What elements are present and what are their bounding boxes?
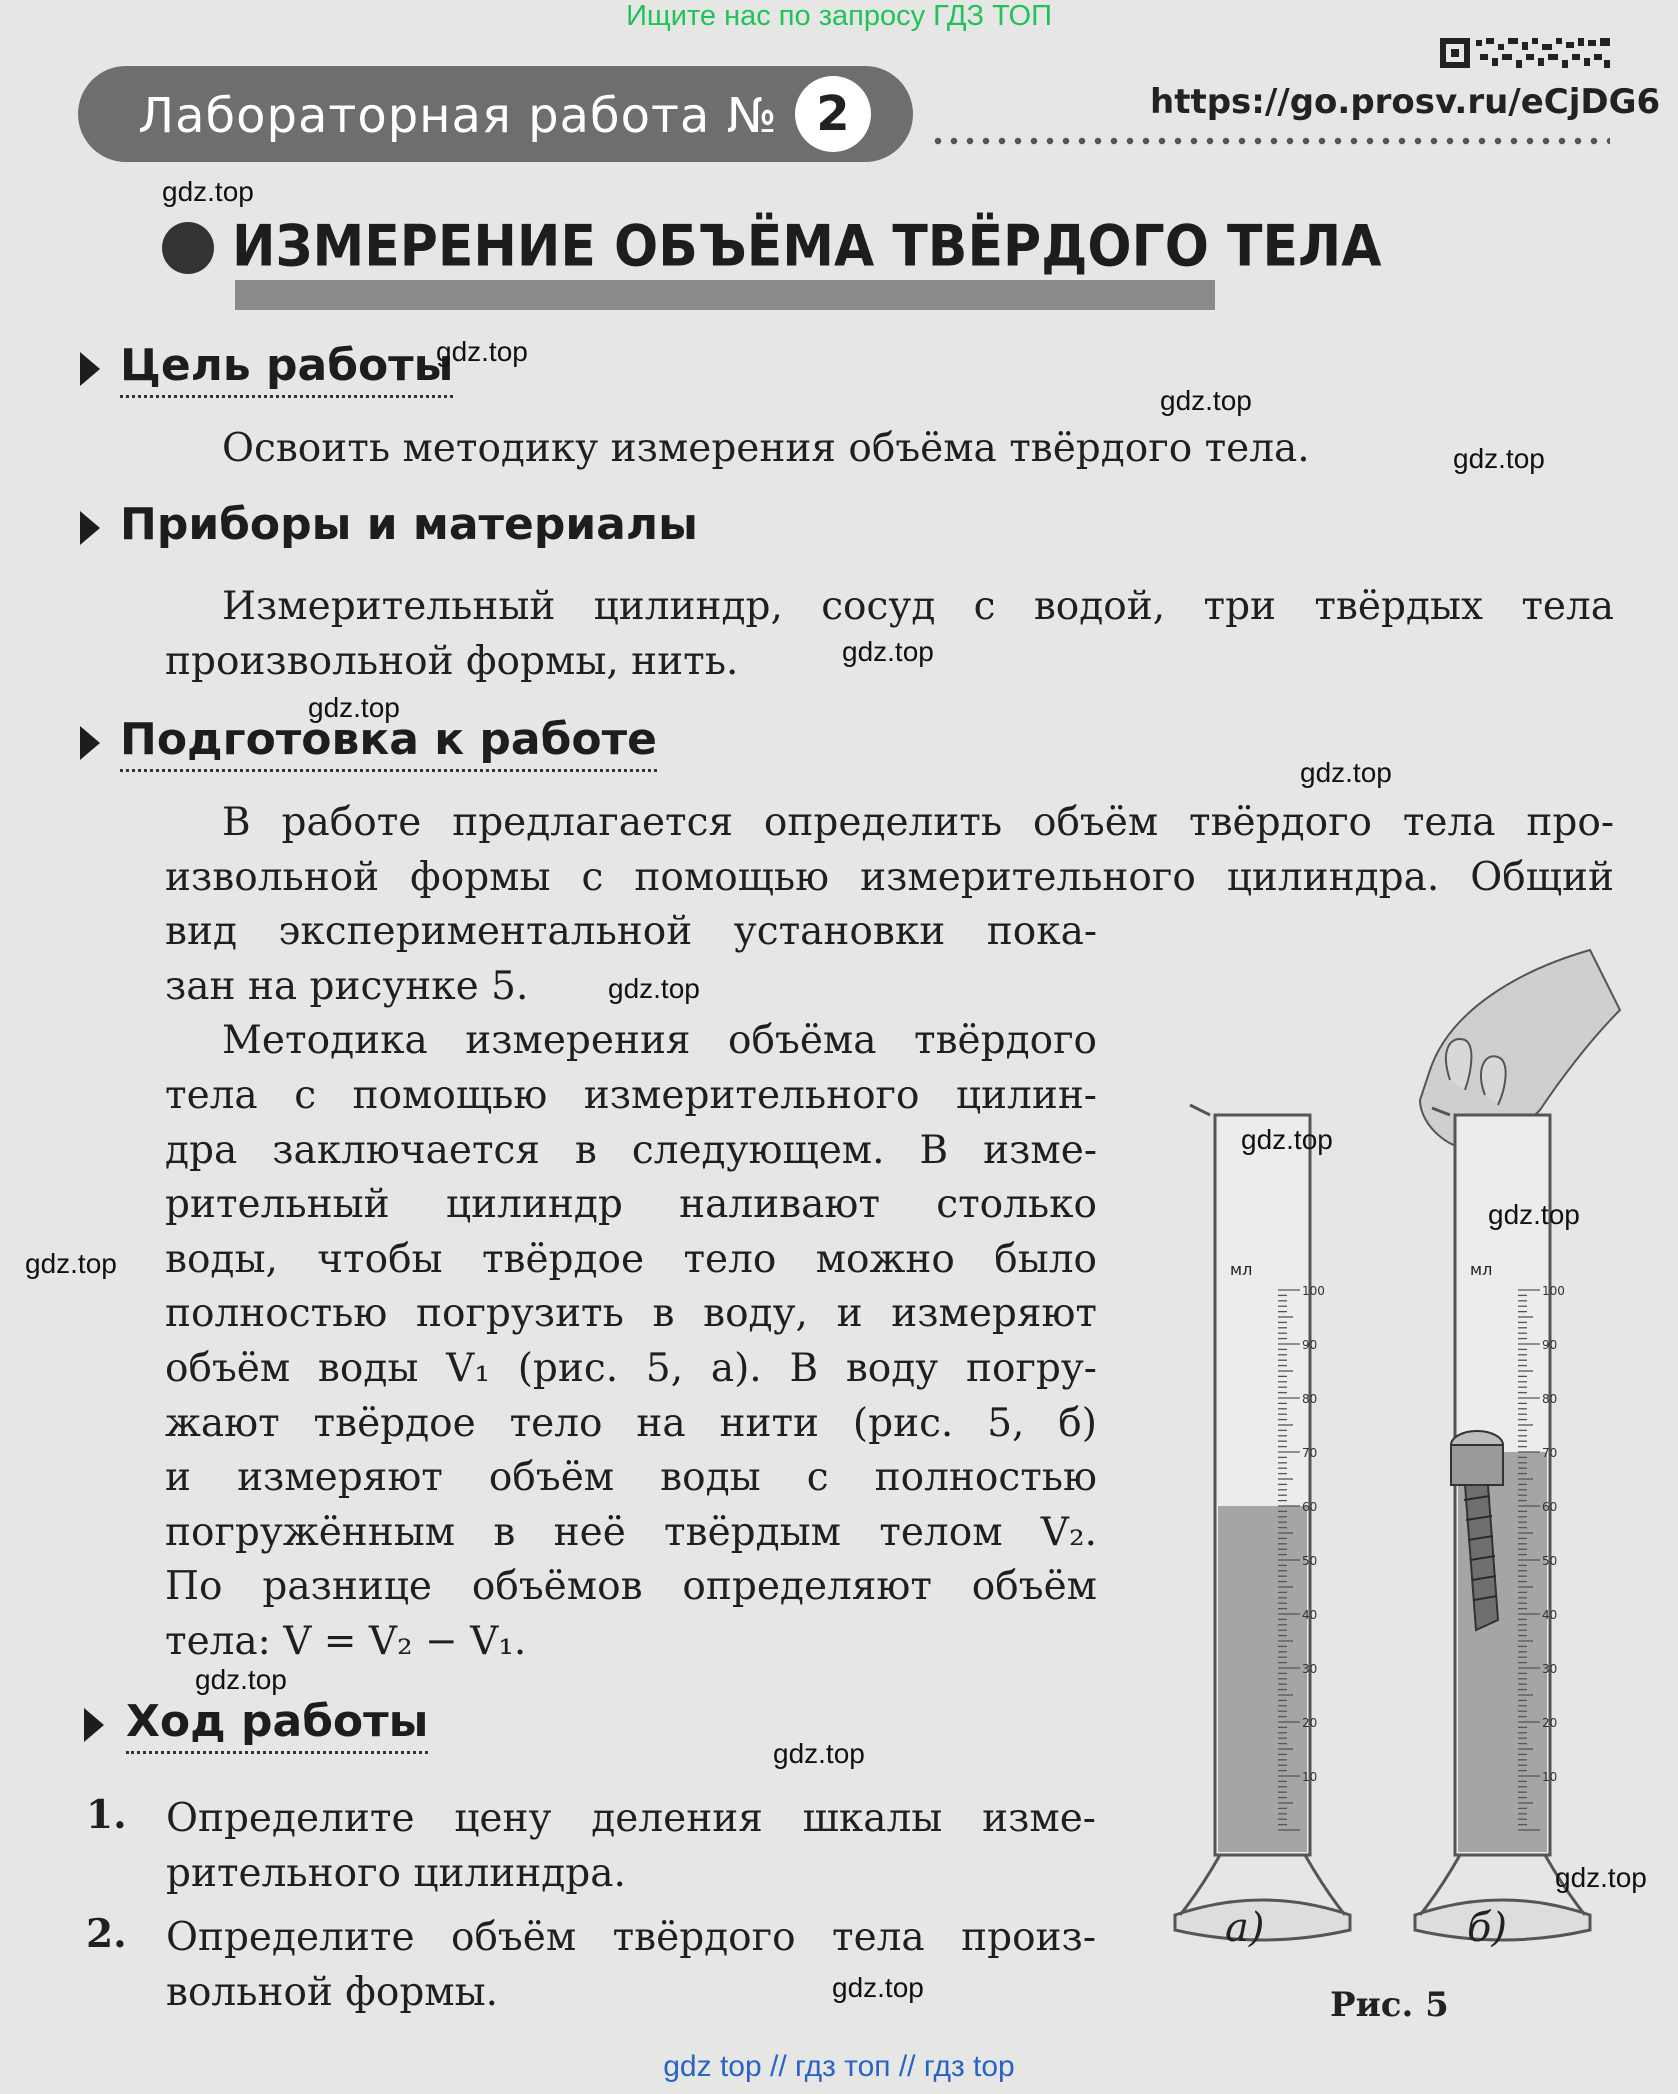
scale-tick-label: 60 (1542, 1500, 1558, 1514)
figure-label-b: б) (1467, 1905, 1508, 1951)
watermark: gdz.top (1160, 385, 1252, 416)
preparation-line: По разнице объёмов определяют объём (165, 1564, 1097, 1610)
cylinder-a (1175, 1105, 1350, 1940)
watermark: gdz.top (608, 973, 700, 1004)
figure-caption: Рис. 5 (1330, 1985, 1449, 2025)
section-heading-steps: Ход работы (126, 1696, 428, 1754)
section-arrow-icon (84, 1708, 104, 1742)
page-title: ИЗМЕРЕНИЕ ОБЪЁМА ТВЁРДОГО ТЕЛА (232, 214, 1382, 280)
title-bullet-icon (162, 222, 214, 274)
materials-line-2: произвольной формы, нить. (165, 639, 739, 684)
section-arrow-icon (80, 352, 100, 386)
step-1-line-1: Определите цену деления шкалы изме- (166, 1796, 1096, 1841)
section-heading-goal: Цель работы (120, 340, 453, 398)
top-banner[interactable]: Ищите нас по запросу ГДЗ ТОП (626, 0, 1052, 32)
preparation-line: извольной формы с помощью измерительного цилиндра. Общий (165, 854, 1614, 900)
step-2-number: 2. (86, 1911, 127, 1957)
watermark: gdz.top (308, 692, 400, 723)
scale-tick-label: 20 (1302, 1716, 1318, 1730)
materials-line-1: Измерительный цилиндр, сосуд с водой, три твёрдых тела (222, 584, 1614, 629)
section-heading-materials: Приборы и материалы (120, 499, 698, 550)
step-1-line-2: рительного цилиндра. (166, 1851, 626, 1896)
section-heading-preparation: Подготовка к работе (120, 714, 657, 772)
scale-tick-label: 70 (1302, 1446, 1318, 1460)
preparation-line: погружённым в неё твёрдым телом V₂. (165, 1509, 1097, 1555)
resource-link[interactable]: https://go.prosv.ru/eCjDG6 (1150, 82, 1661, 122)
watermark: gdz.top (436, 336, 528, 367)
watermark: gdz.top (832, 1972, 924, 2003)
watermark: gdz.top (1453, 443, 1545, 474)
preparation-line: В работе предлагается определить объём твёрдого тела про- (222, 800, 1614, 845)
scale-tick-label: 10 (1302, 1770, 1318, 1784)
watermark: gdz.top (1241, 1124, 1333, 1155)
section-arrow-icon (80, 511, 100, 545)
unit-label-a: мл (1230, 1260, 1253, 1279)
scale-tick-label: 50 (1302, 1554, 1318, 1568)
watermark: gdz.top (842, 636, 934, 667)
scale-tick-label: 50 (1542, 1554, 1558, 1568)
scale-tick-label: 80 (1542, 1392, 1558, 1406)
preparation-line: жают твёрдое тело на нити (рис. 5, б) (165, 1400, 1097, 1446)
preparation-line: тела с помощью измерительного цилин- (165, 1073, 1097, 1118)
qr-code-icon[interactable] (1440, 36, 1612, 70)
scale-tick-label: 30 (1542, 1662, 1558, 1676)
scale-tick-label: 40 (1542, 1608, 1558, 1622)
watermark: gdz.top (773, 1738, 865, 1769)
scale-tick-label: 20 (1542, 1716, 1558, 1730)
unit-label-b: мл (1470, 1260, 1493, 1279)
section-arrow-icon (80, 726, 100, 760)
lab-header-label: Лабораторная работа № (138, 88, 778, 144)
watermark: gdz.top (195, 1664, 287, 1695)
scale-tick-label: 80 (1302, 1392, 1318, 1406)
preparation-line: зан на рисунке 5. (165, 963, 529, 1009)
lab-number-badge: 2 (795, 76, 871, 152)
scale-tick-label: 70 (1542, 1446, 1558, 1460)
step-2-line-2: вольной формы. (166, 1970, 499, 2015)
figure-5 (1120, 930, 1640, 1950)
dotted-rule (930, 136, 1610, 146)
scale-tick-label: 90 (1302, 1338, 1318, 1352)
watermark: gdz.top (1488, 1199, 1580, 1230)
scale-tick-label: 40 (1302, 1608, 1318, 1622)
preparation-line: дра заключается в следующем. В изме- (165, 1127, 1097, 1173)
preparation-line: Методика измерения объёма твёрдого (222, 1018, 1097, 1064)
preparation-line: воды, чтобы твёрдое тело можно было (165, 1236, 1097, 1282)
preparation-line: тела: V = V₂ − V₁. (165, 1619, 527, 1664)
watermark: gdz.top (25, 1248, 117, 1279)
preparation-line: вид экспериментальной установки пока- (165, 909, 1097, 955)
scale-tick-label: 30 (1302, 1662, 1318, 1676)
scale-tick-label: 90 (1542, 1338, 1558, 1352)
scale-tick-label: 100 (1302, 1284, 1325, 1298)
step-2-line-1: Определите объём твёрдого тела произ- (166, 1915, 1096, 1960)
preparation-line: и измеряют объём воды с полностью (165, 1455, 1097, 1501)
scale-tick-label: 10 (1542, 1770, 1558, 1784)
scale-tick-label: 100 (1542, 1284, 1565, 1298)
watermark: gdz.top (1300, 757, 1392, 788)
watermark: gdz.top (162, 176, 254, 207)
scale-tick-label: 60 (1302, 1500, 1318, 1514)
footer-links[interactable]: gdz top // гдз топ // гдз top (663, 2050, 1015, 2083)
title-underline-bar (235, 280, 1215, 310)
step-1-number: 1. (86, 1792, 127, 1838)
cylinder-b (1415, 1108, 1590, 1940)
figure-label-a: а) (1225, 1905, 1265, 1951)
goal-text: Освоить методику измерения объёма твёрдого тела. (222, 426, 1310, 471)
water-a (1218, 1506, 1307, 1852)
preparation-line: рительный цилиндр наливают столько (165, 1182, 1097, 1228)
preparation-line: полностью погрузить в воду, и измеряют (165, 1291, 1097, 1337)
watermark: gdz.top (1555, 1862, 1647, 1893)
preparation-line: объём воды V₁ (рис. 5, а). В воду погру- (165, 1346, 1097, 1391)
